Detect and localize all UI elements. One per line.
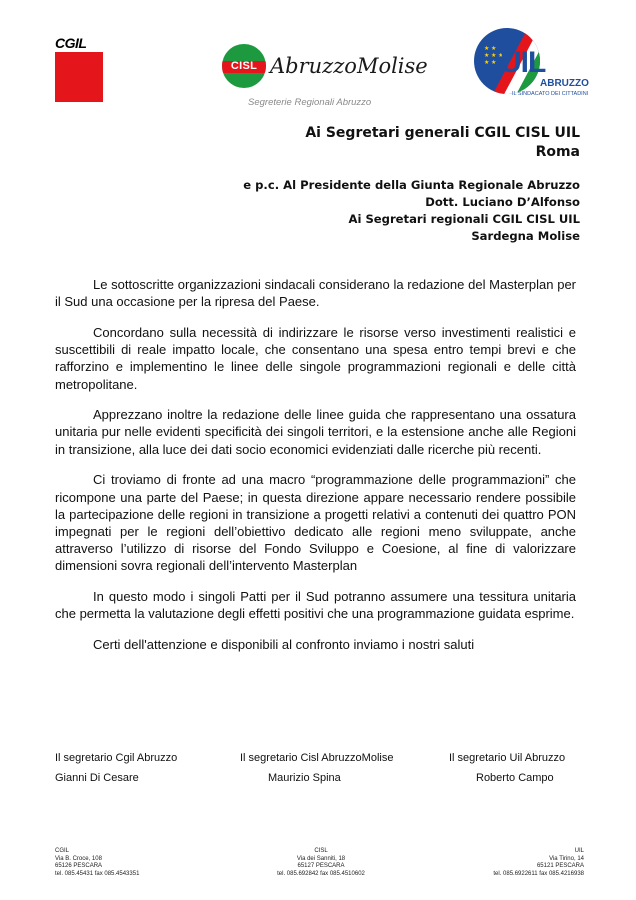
footer-org: CISL [314, 848, 328, 854]
signature-uil [449, 748, 565, 788]
body-paragraph: Concordano sulla necessità di indirizzare le risorse verso investimenti realistici e suscettibili di reale impatto locale, che consentano una spesa entro tempi brevi e che rafforzino e implementino le linee delle singole programmazioni regionali e delle città metropolitane. [55, 324, 576, 392]
footer-uil-address [493, 848, 584, 878]
cisl-logo [222, 44, 432, 108]
signature-role: Il segretario Cgil Abruzzo [55, 752, 178, 764]
uil-logo-text: UIL [500, 46, 546, 79]
uil-logo [472, 26, 592, 100]
addressee-block [305, 124, 580, 162]
cc-line: Dott. Luciano D’Alfonso [425, 195, 580, 209]
body-paragraph: Ci troviamo di fronte ad una macro “programmazione delle programmazioni” che ricompone una parte del Paese; in questa direzione appare necessario rendere possibile la partecipazione delle regioni in transizione a progetti relativi a contenuti dei quattro PON impegnati per le regioni dell’obiettivo dedicato alle regioni meno sviluppate, anche attraverso l’utilizzo di risorse del Fondo Sviluppo e Coesione, al fine di valorizzare dimensioni sovra regionali dell’intervento Masterplan [55, 472, 576, 574]
cgil-logo-block [55, 52, 103, 102]
cisl-region-name: AbruzzoMolise [270, 54, 428, 78]
cc-line: Sardegna Molise [471, 229, 580, 243]
uil-tagline: IL SINDACATO DEI CITTADINI [512, 91, 589, 97]
uil-region-name: ABRUZZO [540, 78, 589, 89]
cisl-logo-text: CISL [230, 60, 258, 72]
signature-name: Roberto Campo [476, 772, 554, 784]
signature-cisl [240, 748, 393, 788]
cc-line: e p.c. Al Presidente della Giunta Regionale Abruzzo [243, 178, 580, 192]
body-paragraph: Apprezzano inoltre la redazione delle linee guida che rappresentano una ossatura unitaria pur nelle evidenti specificità dei singoli territori, e la estensione anche alle Regioni in transizione, alla luce dei dati socio economici evidenziati dalle ricerche più recenti. [55, 407, 576, 457]
footer-org: UIL [574, 848, 584, 854]
uil-logo-disc: ★ ★ ★ ★ ★ ★ ★ [474, 28, 540, 94]
footer-street: Via B. Croce, 108 [55, 855, 102, 862]
body-paragraph: Le sottoscritte organizzazioni sindacali considerano la redazione del Masterplan per il Sud una occasione per la ripresa del Paese. [55, 277, 576, 310]
footer-city: 65127 PESCARA [297, 863, 345, 869]
signature-name: Maurizio Spina [268, 772, 341, 784]
cisl-subtitle: Segreterie Regionali Abruzzo [248, 97, 372, 108]
cc-block [243, 177, 580, 245]
addressee-city: Roma [535, 144, 580, 160]
letter-body [55, 276, 576, 667]
cgil-logo [55, 36, 103, 102]
body-paragraph: In questo modo i singoli Patti per il Sud potranno assumere una tessitura unitaria che permetta la valutazione degli effetti positivi che una programmazione guidata esprime. [55, 589, 576, 622]
footer-street: Via Tirino, 14 [549, 855, 584, 862]
footer-org: CGIL [55, 848, 70, 854]
signature-cgil [55, 748, 177, 788]
body-paragraph: Certi dell'attenzione e disponibili al confronto inviamo i nostri saluti [93, 636, 475, 652]
signature-role: Il segretario Cisl AbruzzoMolise [240, 752, 394, 764]
signature-role: Il segretario Uil Abruzzo [449, 752, 566, 764]
signature-name: Gianni Di Cesare [55, 772, 139, 784]
footer-city: 65121 PESCARA [536, 863, 584, 869]
footer-phone: tel. 085.692842 fax 085.4510602 [277, 870, 365, 877]
footer-phone: tel. 085.6922611 fax 085.4216938 [493, 870, 584, 877]
cc-line: Ai Segretari regionali CGIL CISL UIL [348, 212, 580, 226]
cgil-logo-text: CGIL [55, 35, 87, 51]
footer-cisl-address [256, 848, 386, 878]
footer-city: 65126 PESCARA [55, 863, 103, 869]
footer-cgil-address [55, 848, 139, 878]
addressee-line: Ai Segretari generali CGIL CISL UIL [305, 125, 580, 141]
footer-street: Via dei Sanniti, 18 [296, 855, 346, 862]
cisl-logo-circle [222, 44, 266, 88]
footer-phone: tel. 085.45431 fax 085.4543351 [55, 870, 140, 877]
